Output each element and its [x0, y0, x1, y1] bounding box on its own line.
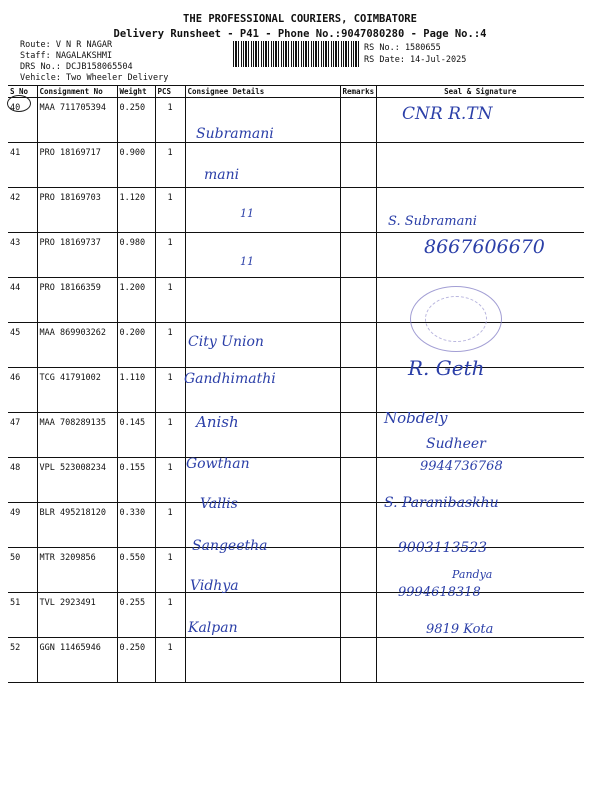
consignment-cell: BLR 495218120 [37, 503, 117, 548]
pcs-cell: 1 [155, 143, 185, 188]
handwriting-signature: 8667606670 [424, 236, 545, 258]
handwriting-signature: CNR R.TN [402, 104, 493, 124]
handwriting-signature: 9944736768 [420, 459, 503, 474]
sno-cell: 41 [8, 143, 37, 188]
consignee-cell [185, 188, 340, 233]
handwriting-consignee: mani [204, 167, 240, 183]
handwriting-signature: 9003113523 [398, 540, 488, 556]
sno-cell: 40 [8, 98, 37, 143]
weight-cell: 0.250 [117, 638, 155, 683]
sno-cell: 48 [8, 458, 37, 503]
rs-date: RS Date: 14-Jul-2025 [364, 55, 467, 65]
remarks-cell [340, 413, 376, 458]
consignment-cell: MAA 711705394 [37, 98, 117, 143]
rs-number: RS No.: 1580655 [364, 43, 441, 53]
remarks-cell [340, 278, 376, 323]
pcs-cell: 1 [155, 458, 185, 503]
weight-cell: 0.550 [117, 548, 155, 593]
sno-cell: 47 [8, 413, 37, 458]
table-row [8, 143, 584, 188]
weight-cell: 1.120 [117, 188, 155, 233]
weight-cell: 0.145 [117, 413, 155, 458]
table-row [8, 98, 584, 143]
weight-cell: 0.200 [117, 323, 155, 368]
sno-cell: 43 [8, 233, 37, 278]
remarks-cell [340, 233, 376, 278]
weight-cell: 0.155 [117, 458, 155, 503]
vehicle-label: Vehicle: Two Wheeler Delivery [20, 73, 169, 83]
weight-cell: 1.200 [117, 278, 155, 323]
weight-cell: 0.980 [117, 233, 155, 278]
consignment-cell: MTR 3209856 [37, 548, 117, 593]
pcs-cell: 1 [155, 233, 185, 278]
barcode [233, 41, 359, 67]
consignee-cell [185, 638, 340, 683]
sno-cell: 51 [8, 593, 37, 638]
staff-label: Staff: NAGALAKSHMI [20, 51, 113, 61]
table-header-row [8, 86, 584, 98]
handwriting-consignee: Kalpan [188, 620, 238, 636]
handwriting-signature: Sudheer [426, 436, 486, 452]
handwriting-consignee: Subramani [196, 126, 274, 142]
col-sno: S No [8, 86, 37, 98]
consignment-cell: PRO 18166359 [37, 278, 117, 323]
sno-cell: 45 [8, 323, 37, 368]
pcs-cell: 1 [155, 413, 185, 458]
handwriting-consignee: 11 [240, 207, 254, 220]
sno-cell: 44 [8, 278, 37, 323]
handwriting-signature: S. Paranibaskhu [384, 495, 499, 511]
sno-cell: 46 [8, 368, 37, 413]
pcs-cell: 1 [155, 368, 185, 413]
consignee-cell [185, 278, 340, 323]
handwriting-signature: S. Subramani [388, 214, 477, 229]
consignment-cell: MAA 708289135 [37, 413, 117, 458]
pcs-cell: 1 [155, 323, 185, 368]
handwriting-consignee: 11 [240, 255, 254, 268]
handwriting-consignee: Gandhimathi [184, 371, 276, 387]
sno-cell: 49 [8, 503, 37, 548]
runsheet-title: Delivery Runsheet - P41 - Phone No.:9047080280 - Page No.:4 [113, 28, 487, 40]
pcs-cell: 1 [155, 503, 185, 548]
consignment-cell: TVL 2923491 [37, 593, 117, 638]
sno-circle-mark [7, 95, 31, 112]
remarks-cell [340, 188, 376, 233]
pcs-cell: 1 [155, 548, 185, 593]
route-label: Route: V N R NAGAR [20, 40, 113, 50]
weight-cell: 0.250 [117, 98, 155, 143]
seal-cell [376, 143, 584, 188]
consignment-cell: MAA 869903262 [37, 323, 117, 368]
table-row [8, 593, 584, 638]
remarks-cell [340, 98, 376, 143]
col-weight: Weight [117, 86, 155, 98]
table-row [8, 188, 584, 233]
weight-cell: 1.110 [117, 368, 155, 413]
pcs-cell: 1 [155, 98, 185, 143]
table-row [8, 368, 584, 413]
table-row [8, 548, 584, 593]
sno-cell: 42 [8, 188, 37, 233]
seal-cell [376, 638, 584, 683]
handwriting-consignee: Gowthan [186, 456, 250, 472]
consignment-cell: PRO 18169703 [37, 188, 117, 233]
weight-cell: 0.255 [117, 593, 155, 638]
handwriting-consignee: Vidhya [190, 578, 239, 594]
pcs-cell: 1 [155, 278, 185, 323]
remarks-cell [340, 503, 376, 548]
remarks-cell [340, 548, 376, 593]
remarks-cell [340, 638, 376, 683]
pcs-cell: 1 [155, 188, 185, 233]
col-consignee: Consignee Details [185, 86, 340, 98]
remarks-cell [340, 458, 376, 503]
col-remarks: Remarks [340, 86, 376, 98]
consignment-cell: VPL 523008234 [37, 458, 117, 503]
consignment-cell: GGN 11465946 [37, 638, 117, 683]
remarks-cell [340, 323, 376, 368]
consignment-cell: TCG 41791002 [37, 368, 117, 413]
col-consignment: Consignment No [37, 86, 117, 98]
table-row [8, 638, 584, 683]
table-row [8, 413, 584, 458]
handwriting-signature: 9819 Kota [426, 622, 494, 637]
consignee-cell [185, 233, 340, 278]
handwriting-consignee: City Union [188, 334, 264, 350]
runsheet-table [8, 85, 584, 683]
handwriting-signature: Nobdely [384, 409, 448, 427]
handwriting-signature: R. Geth [408, 356, 485, 380]
postal-stamp-inner [425, 296, 487, 342]
handwriting-consignee: Anish [196, 413, 239, 431]
pcs-cell: 1 [155, 638, 185, 683]
remarks-cell [340, 368, 376, 413]
weight-cell: 0.330 [117, 503, 155, 548]
drs-label: DRS No.: DCJB158065504 [20, 62, 133, 72]
col-seal: Seal & Signature [376, 86, 584, 98]
remarks-cell [340, 593, 376, 638]
col-pcs: PCS [155, 86, 185, 98]
handwriting-consignee: Vallis [200, 496, 238, 512]
weight-cell: 0.900 [117, 143, 155, 188]
consignment-cell: PRO 18169717 [37, 143, 117, 188]
company-title: THE PROFESSIONAL COURIERS, COIMBATORE [183, 13, 417, 25]
consignment-cell: PRO 18169737 [37, 233, 117, 278]
handwriting-signature: Pandya [452, 568, 493, 581]
pcs-cell: 1 [155, 593, 185, 638]
sno-cell: 52 [8, 638, 37, 683]
handwriting-signature: 9994618318 [398, 585, 481, 600]
sno-cell: 50 [8, 548, 37, 593]
handwriting-consignee: Sangeetha [192, 538, 268, 554]
remarks-cell [340, 143, 376, 188]
